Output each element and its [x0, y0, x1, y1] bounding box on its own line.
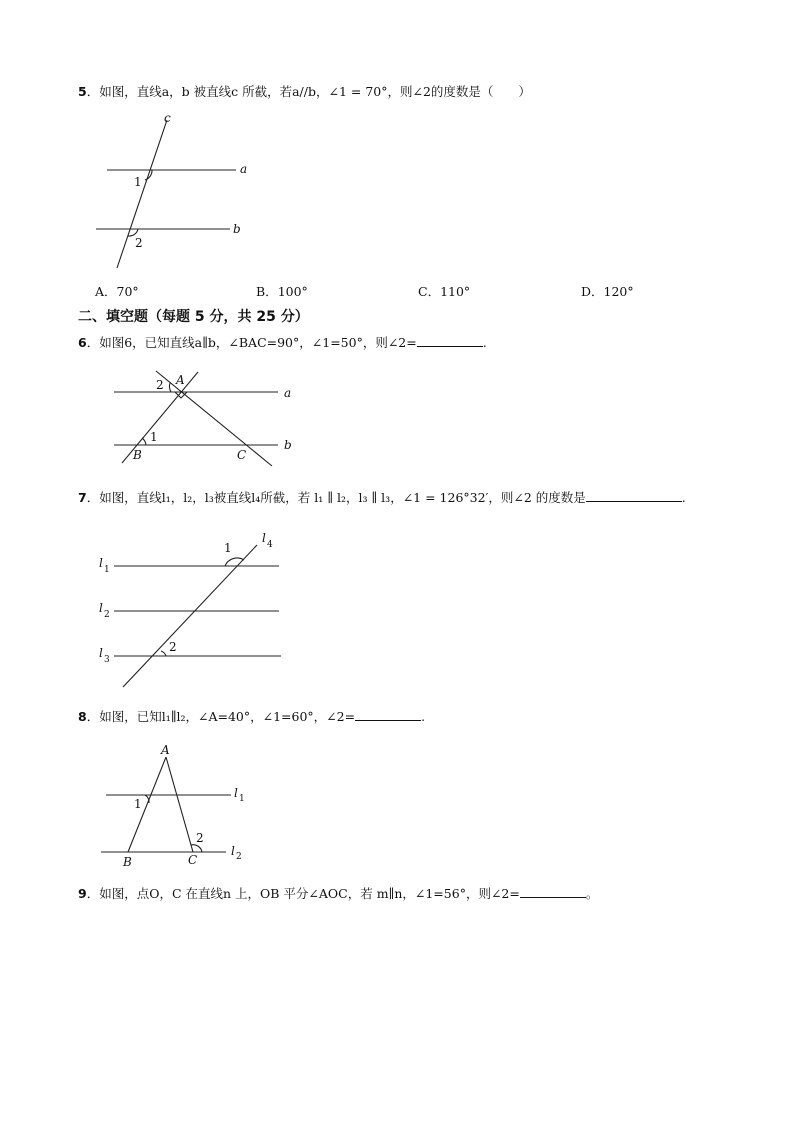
question-number: 7	[78, 490, 87, 505]
label-C: C	[237, 448, 247, 462]
label-angle-2: 2	[135, 236, 143, 250]
label-angle-2: 2	[169, 640, 177, 654]
label-angle-1: 1	[134, 797, 142, 811]
label-angle-1: 1	[224, 541, 232, 555]
label-a: a	[284, 386, 292, 400]
question-text: ．如图，点O，C 在直线n 上，OB 平分∠AOC，若 m∥n，∠1=56°，则∠2=	[86, 886, 520, 901]
label-l1: l	[99, 556, 103, 570]
question-text: ．如图，已知l₁∥l₂，∠A=40°，∠1=60°，∠2=	[86, 709, 356, 724]
option-d: D．120°	[581, 284, 634, 299]
label-A: A	[161, 743, 170, 757]
label-l2-sub: 2	[104, 610, 110, 620]
question-8: 8．如图，已知l₁∥l₂，∠A=40°，∠1=60°，∠2= .	[78, 709, 426, 724]
question-text: ．如图，直线l₁，l₂，l₃被直线l₄所截，若 l₁ ∥ l₂，l₃ ∥ l₃，∠1 = 126°32′，则∠2 的度数是	[86, 490, 586, 505]
label-l2-sub: 2	[236, 852, 242, 862]
question-7: 7．如图，直线l₁，l₂，l₃被直线l₄所截，若 l₁ ∥ l₂，l₃ ∥ l₃，∠1 = 126°32′，则∠2 的度数是 .	[78, 490, 686, 505]
label-l1: l	[234, 786, 238, 800]
label-C: C	[188, 853, 198, 867]
label-l4-sub: 4	[267, 540, 273, 550]
label-l3: l	[99, 646, 103, 660]
question-9: 9．如图，点O，C 在直线n 上，OB 平分∠AOC，若 m∥n，∠1=56°，则∠2= 。	[78, 886, 599, 901]
question-number: 9	[78, 886, 87, 901]
label-l1-sub: 1	[239, 794, 245, 804]
label-angle-1: 1	[134, 175, 142, 189]
label-A: A	[176, 373, 185, 387]
label-a: a	[240, 162, 248, 176]
question-number: 5	[78, 84, 87, 99]
option-b: B．100°	[256, 284, 308, 299]
question-text: ．如图，直线a，b 被直线c 所截，若a//b，∠1 = 70°，则∠2的度数是（ ）	[86, 84, 531, 99]
option-c: C．110°	[418, 284, 471, 299]
label-l1-sub: 1	[104, 565, 110, 575]
label-l2: l	[99, 601, 103, 615]
label-l4: l	[262, 531, 266, 545]
question-6: 6．如图6，已知直线a∥b，∠BAC=90°，∠1=50°，则∠2= .	[78, 335, 487, 350]
label-B: B	[123, 855, 132, 869]
option-a: A．70°	[95, 284, 139, 299]
section-title: 二、填空题（每题 5 分，共 25 分）	[78, 309, 309, 325]
label-b: b	[284, 438, 292, 452]
question-number: 6	[78, 335, 87, 350]
label-l2: l	[231, 844, 235, 858]
question-number: 8	[78, 709, 87, 724]
label-b: b	[233, 222, 241, 236]
label-B: B	[133, 448, 142, 462]
question-text: ．如图6，已知直线a∥b，∠BAC=90°，∠1=50°，则∠2=	[86, 335, 417, 350]
answer-blank[interactable]	[520, 885, 586, 898]
label-l3-sub: 3	[104, 655, 110, 665]
line-AC	[166, 757, 193, 852]
label-angle-2: 2	[196, 831, 204, 845]
label-angle-1: 1	[150, 430, 158, 444]
label-c: c	[164, 111, 171, 125]
label-angle-2: 2	[156, 378, 164, 392]
